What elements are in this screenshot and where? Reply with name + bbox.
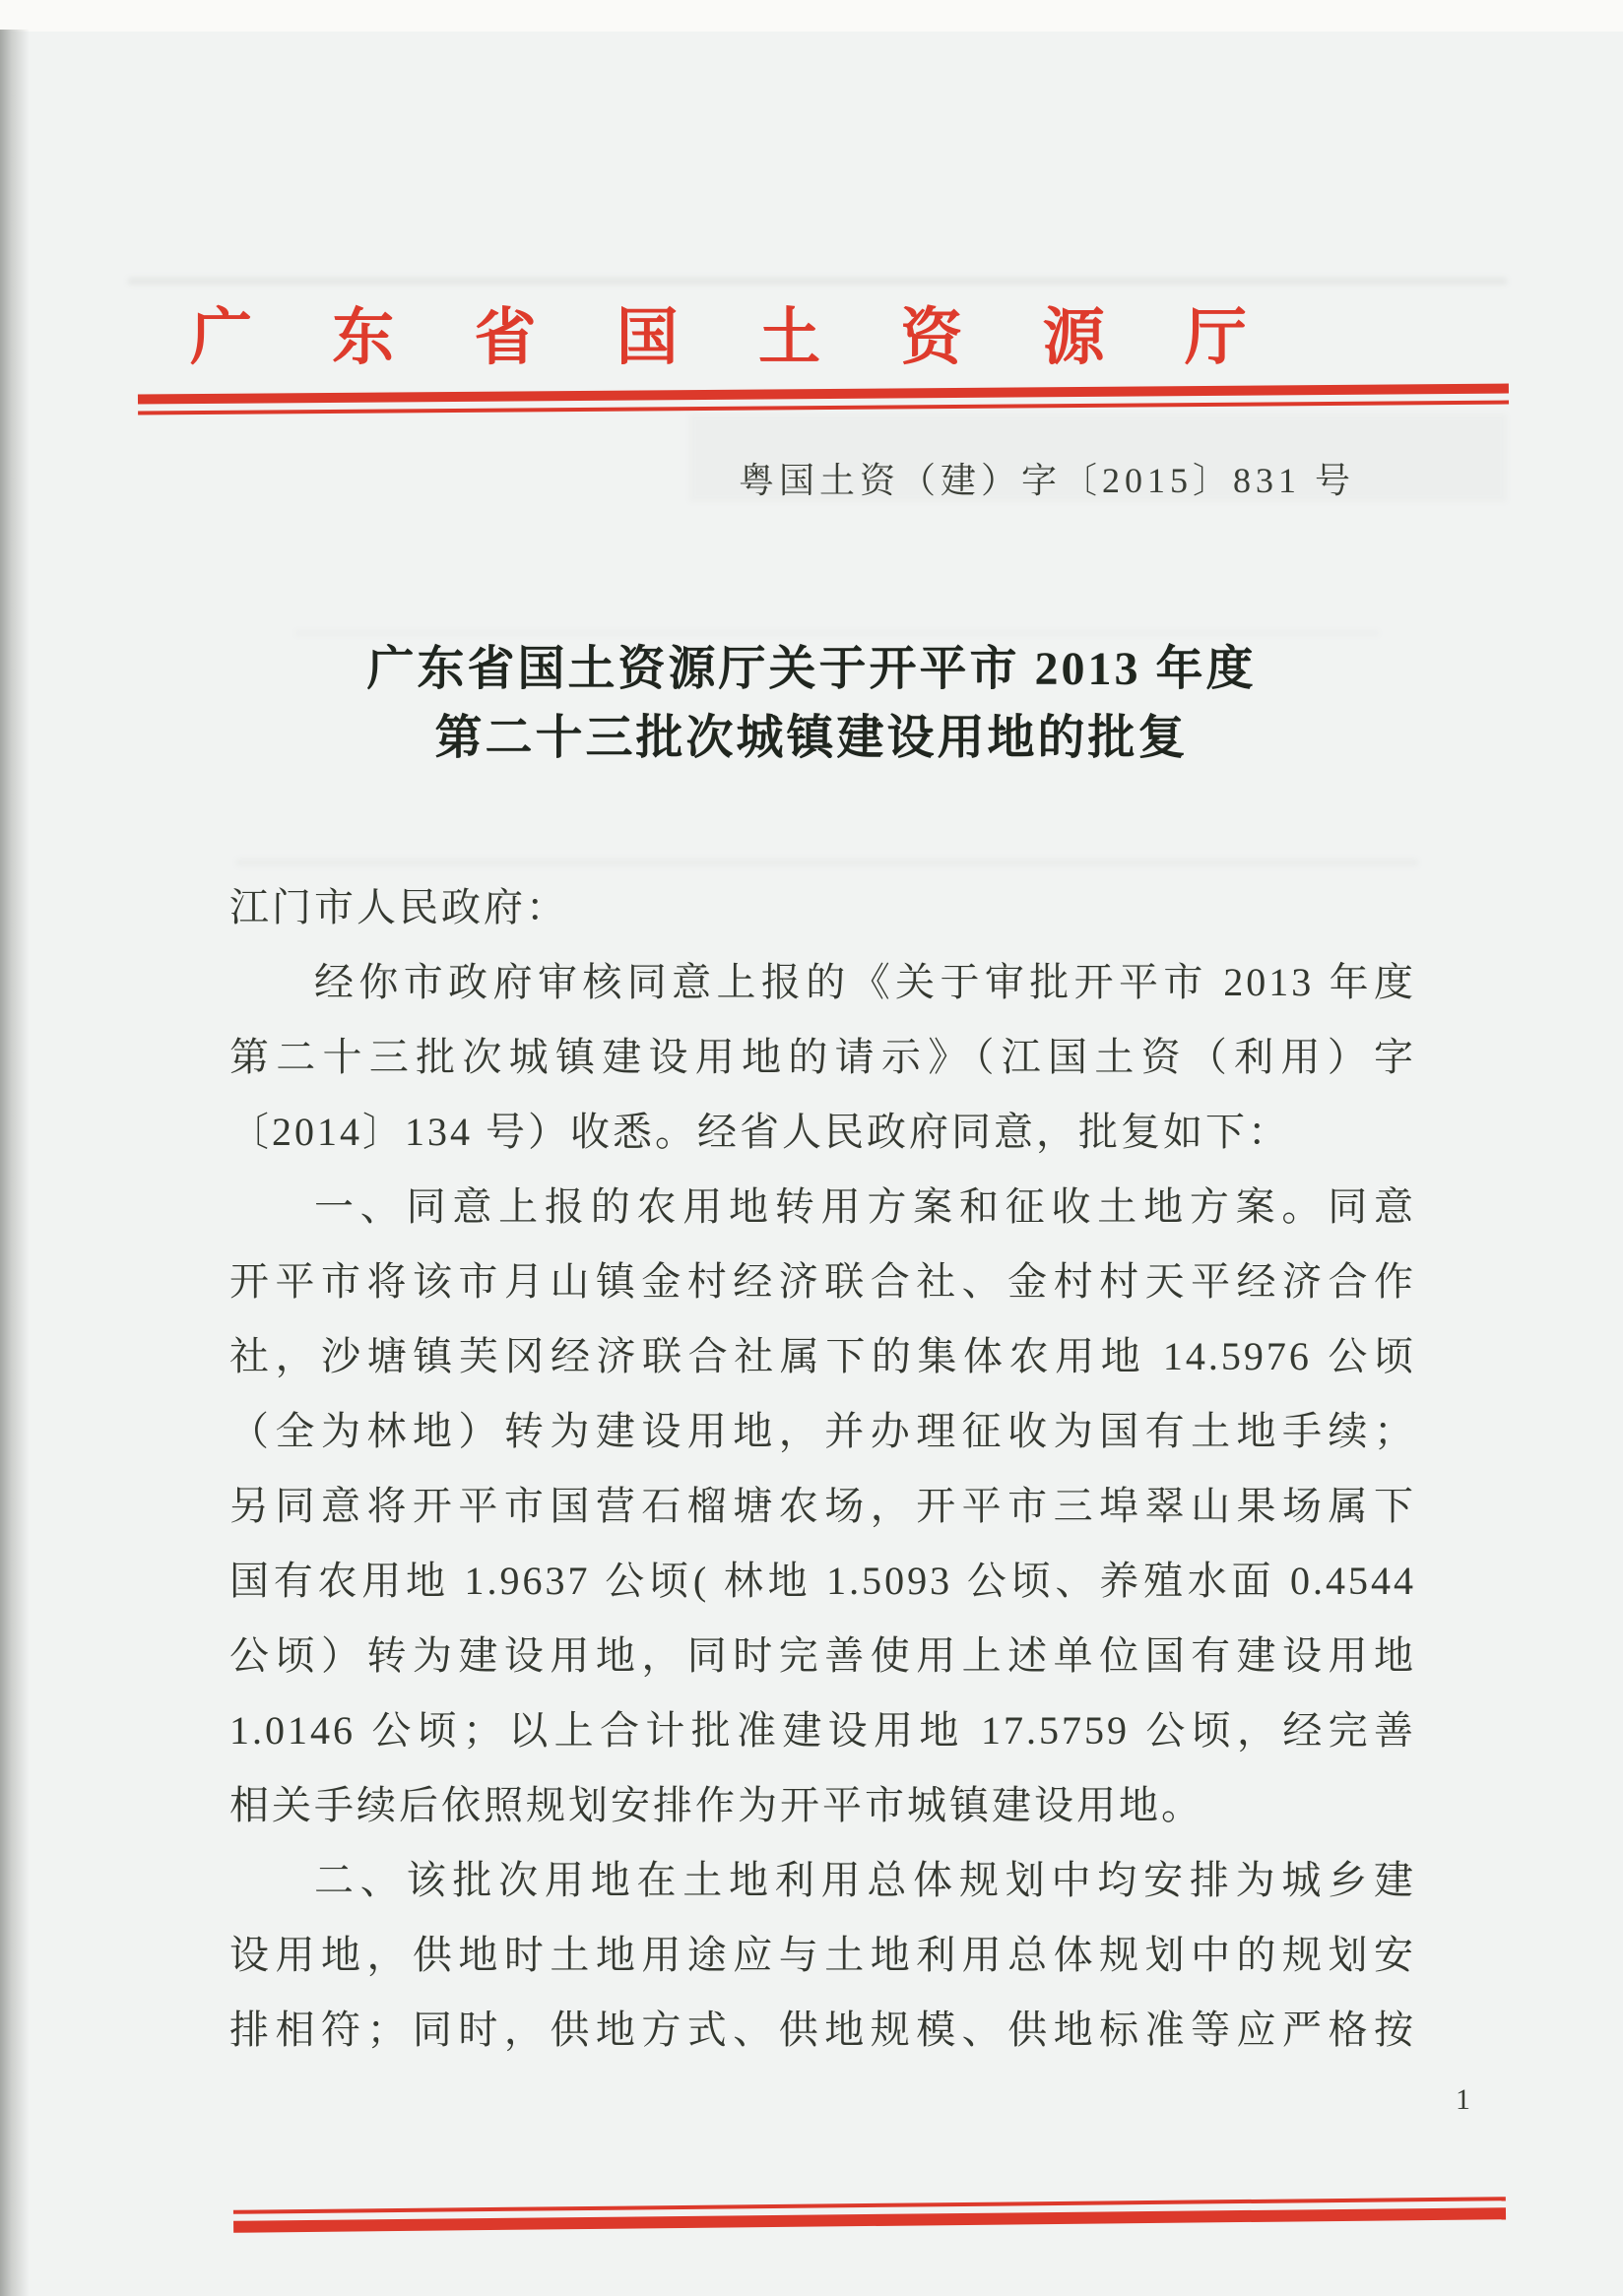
document-reference-number: 粤国土资（建）字〔2015〕831 号 [738,461,1355,500]
agency-letterhead: 广 东 省 国 土 资 源 厅 [190,303,1279,372]
body-line: 〔2014〕134 号）收悉。经省人民政府同意，批复如下： [229,1110,1290,1154]
body-line: 公顷）转为建设用地，同时完善使用上述单位国有建设用地 [229,1633,1416,1678]
body-line: 二、该批次用地在土地利用总体规划中均安排为城乡建 [314,1858,1416,1902]
document-title-line2: 第二十三批次城镇建设用地的批复 [434,712,1189,764]
body-line: 一、同意上报的农用地转用方案和征收土地方案。同意 [314,1184,1416,1229]
body-line: 开平市将该市月山镇金村经济联合社、金村村天平经济合作 [229,1259,1416,1304]
body-line: 第二十三批次城镇建设用地的请示》（江国土资（利用）字 [229,1035,1416,1079]
body-line: 相关手续后依照规划安排作为开平市城镇建设用地。 [229,1783,1203,1827]
document-title-line1: 广东省国土资源厅关于开平市 2013 年度 [366,643,1257,695]
body-line: 排相符；同时，供地方式、供地规模、供地标准等应严格按 [229,2008,1416,2052]
scan-edge-left [0,30,30,2296]
scan-artifact [128,278,1507,285]
salutation-line: 江门市人民政府： [229,885,568,929]
document-title [0,635,1623,773]
body-line: （全为林地）转为建设用地，并办理征收为国有土地手续； [229,1409,1416,1453]
body-line: 另同意将开平市国营石榴塘农场，开平市三埠翠山果场属下 [229,1484,1416,1528]
body-line: 社，沙塘镇芙冈经济联合社属下的集体农用地 14.5976 公顷 [229,1334,1416,1378]
body-line: 设用地，供地时土地用途应与土地利用总体规划中的规划安 [229,1933,1416,1977]
scan-edge-top [0,0,1623,32]
scan-artifact [236,859,1418,866]
body-line: 1.0146 公顷；以上合计批准建设用地 17.5759 公顷，经完善 [229,1708,1416,1753]
body-line: 经你市政府审核同意上报的《关于审批开平市 2013 年度 [314,960,1416,1004]
page-number: 1 [1456,2083,1470,2116]
letterhead-double-rule [138,384,1509,415]
document-body [229,870,1416,2068]
footer-double-rule [233,2197,1506,2233]
body-line: 国有农用地 1.9637 公顷( 林地 1.5093 公顷、养殖水面 0.4544 [229,1559,1416,1603]
